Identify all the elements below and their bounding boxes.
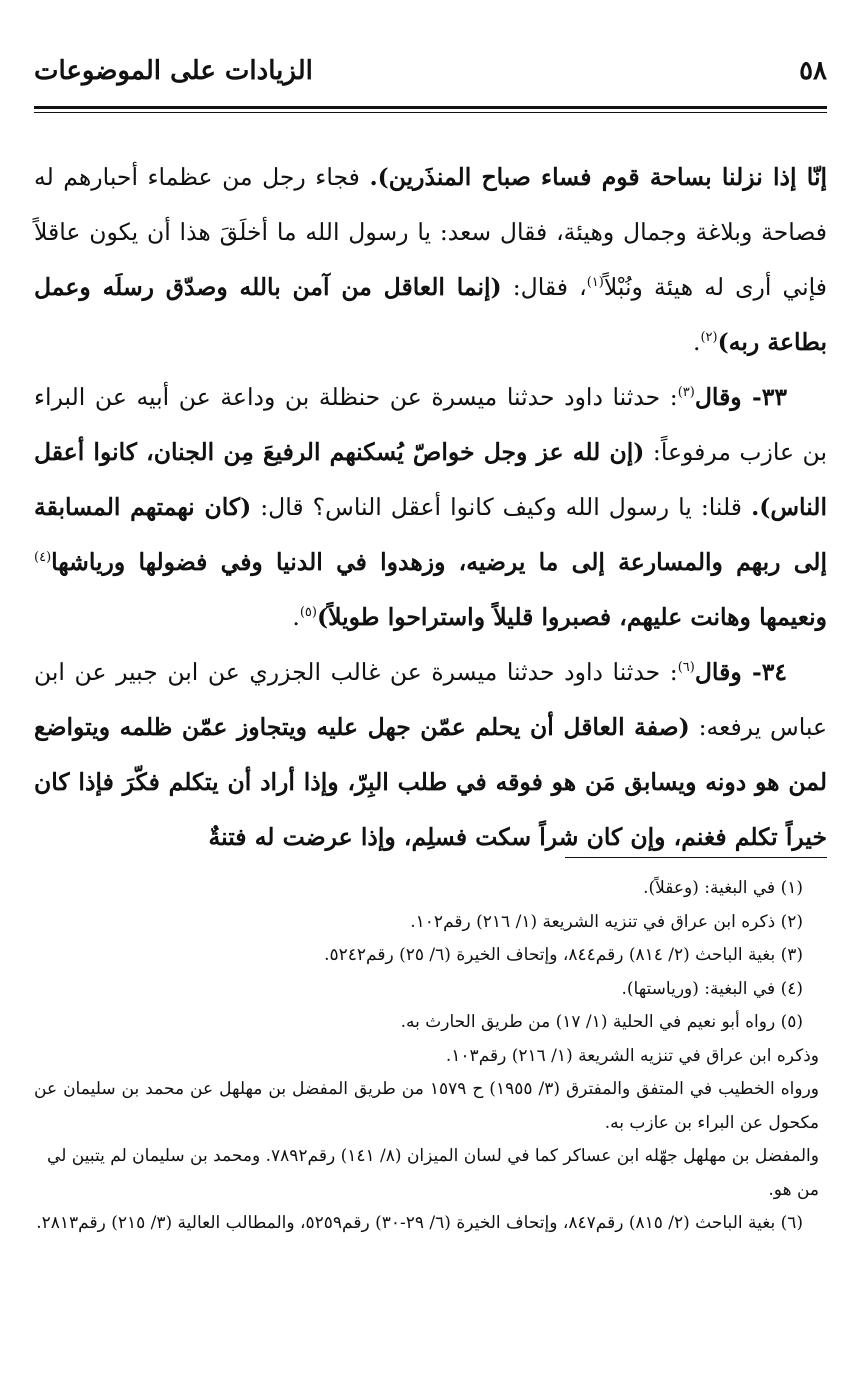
quoted-text: (إن لله عز وجل خواصّ يُسكنهم الرفيعَ مِن الجنان، كانوا أعقل الناس). [34, 438, 827, 521]
footnote-6: (٦) بغية الباحث (٢/ ٨١٥) رقم٨٤٧، وإتحاف الخيرة (٦/ ٢٩-٣٠) رقم٥٢٥٩، والمطالب العالية (٣/ ٢١٥) رقم٢٨١٣. [36, 1213, 803, 1233]
quoted-text: (صفة العاقل أن يحلم عمّن جهل عليه ويتجاوز عمّن ظلمه ويتواضع لمن هو دونه ويسابق مَن هو فوقه في طلب البِرّ، وإذا أراد أن يتكلم فكّرَ فإذا كان خيراً تكلم فغنم، وإن كان شراً سكت فسلِم، وإذا عرضت له فتنةٌ [34, 713, 827, 851]
footnote-ref-4: (٤) [34, 550, 52, 566]
paragraph-33 [34, 370, 827, 645]
quoted-text: ونعيمها وهانت عليهم، فصبروا قليلاً واستراحوا طويلاً) [316, 603, 827, 631]
footnote-5-continued: والمفضل بن مهلهل جهّله ابن عساكر كما في لسان الميزان (٨/ ١٤١) رقم٧٨٩٢. ومحمد بن سليمان لم يتبين لي من هو. [47, 1146, 819, 1200]
narrative-text: فجاء رجل من عظماء أحبارهم له فصاحة وبلاغة وجمال وهيئة، فقال سعد: يا رسول الله ما أخلَقَ هذا أن يكون عاقلاً فإني أرى له هيئة ونُبْلاً [34, 163, 828, 301]
footnote-ref-5: (٥) [299, 605, 317, 621]
footnote-ref-3: (٣) [677, 385, 695, 401]
header-rule-thin [34, 112, 827, 113]
footnote-5-continued: ورواه الخطيب في المتفق والمفترق (٣/ ١٩٥٥) ح ١٥٧٩ من طريق المفضل بن مهلهل عن محمد بن سليمان عن مكحول عن البراء بن عازب به. [34, 1079, 819, 1133]
footnote-separator [565, 857, 827, 858]
page-header [34, 54, 827, 94]
page-number: ٥٨ [799, 56, 827, 86]
footnote-5: (٥) رواه أبو نعيم في الحلية (١/ ١٧) من طريق الحارث به. [400, 1012, 803, 1032]
footnote-ref-2: (٢) [700, 330, 718, 346]
quoted-text: (إنما العاقل من آمن بالله وصدّق رسلَه وعمل بطاعة ربه) [34, 273, 827, 356]
paragraph-1 [34, 150, 827, 370]
footnote-3: (٣) بغية الباحث (٢/ ٨١٤) رقم٨٤٤، وإتحاف الخيرة (٦/ ٢٥) رقم٥٢٤٢. [324, 945, 803, 965]
narrative-text: قلنا: يا رسول الله وكيف كانوا أعقل الناس؟ قال: [251, 493, 752, 521]
header-rule-thick [34, 106, 827, 109]
footnote-2: (٢) ذكره ابن عراق في تنزيه الشريعة (١/ ٢١٦) رقم١٠٢. [410, 911, 803, 932]
footnote-ref-1: (١) [586, 275, 604, 291]
hadith-number: ٣٣- وقال [694, 383, 787, 411]
main-text [34, 150, 827, 865]
footnotes [34, 872, 827, 1241]
narrative-text: : حدثنا داود حدثنا ميسرة عن غالب الجزري عن ابن جبير عن ابن عباس يرفعه: [34, 658, 828, 741]
footnote-ref-6: (٦) [677, 660, 695, 676]
quoted-text: (كان نهمتهم المسابقة إلى ربهم والمسارعة إلى ما يرضيه، وزهدوا في الدنيا وفي فضولها ورياشها [34, 493, 827, 576]
footnote-4: (٤) في البغية: (ورياستها). [621, 978, 803, 999]
footnote-5-continued: وذكره ابن عراق في تنزيه الشريعة (١/ ٢١٦) رقم١٠٣. [445, 1045, 819, 1066]
quoted-text: إنّا إذا نزلنا بساحة قوم فساء صباح المنذَرين). [369, 163, 828, 191]
hadith-number: ٣٤- وقال [694, 658, 787, 686]
narrative-text: : حدثنا داود حدثنا ميسرة عن حنظلة بن وداعة عن أبيه عن البراء بن عازب مرفوعاً: [34, 383, 827, 466]
narrative-text: . [292, 603, 300, 631]
footnote-1: (١) في البغية: (وعقلاً). [643, 878, 803, 898]
narrative-text: ، فقال: [501, 273, 587, 301]
narrative-text: . [692, 328, 701, 356]
running-title: الزيادات على الموضوعات [34, 56, 313, 86]
paragraph-34 [34, 645, 827, 865]
